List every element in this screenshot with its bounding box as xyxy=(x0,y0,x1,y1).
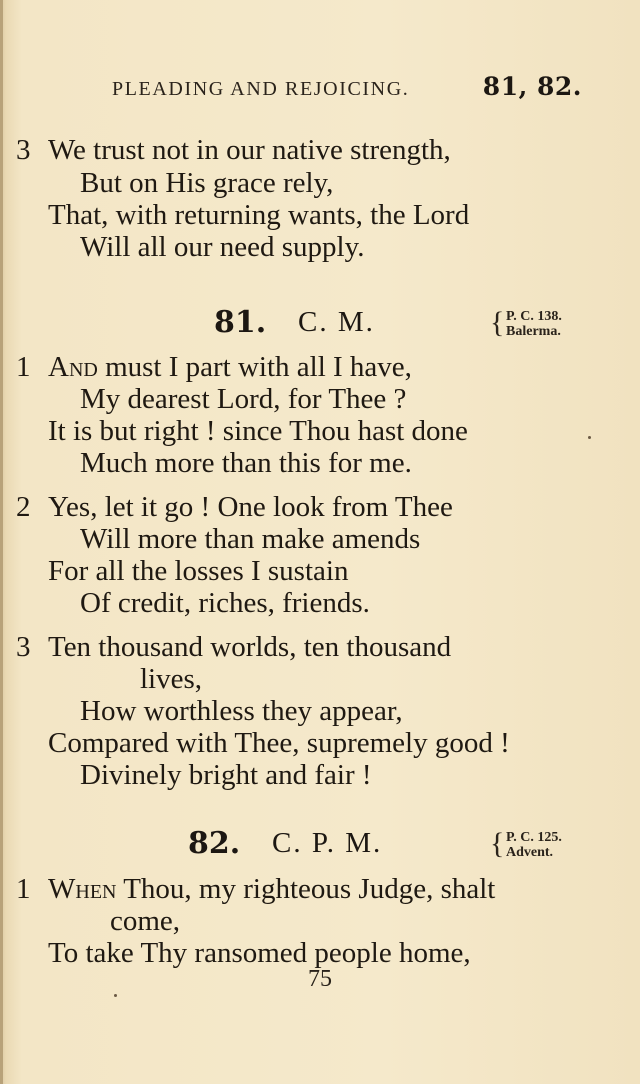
verse-line: We trust not in our native strength, xyxy=(48,134,451,166)
running-head-hymn-numbers: 81, 82. xyxy=(482,72,582,101)
hymn-81-header xyxy=(0,305,640,345)
stanza-number: 1 xyxy=(16,873,31,905)
tune-reference xyxy=(506,309,562,339)
verse-line xyxy=(48,350,412,384)
verse-line: Will all our need supply. xyxy=(80,231,365,263)
tune-reference-line: P. C. 125. xyxy=(506,830,562,845)
verse-first-word: When xyxy=(48,873,117,905)
tune-reference xyxy=(506,830,562,860)
stanza-number: 3 xyxy=(16,134,31,166)
verse-line: How worthless they appear, xyxy=(80,695,403,727)
paper-speck xyxy=(114,994,117,997)
verse-line-rest: Thou, my righteous Judge, shalt xyxy=(116,873,496,905)
hymn-meter: C. P. M. xyxy=(272,827,383,859)
page-edge xyxy=(0,0,3,1084)
hymn-meter: C. M. xyxy=(298,306,375,338)
verse-line: Yes, let it go ! One look from Thee xyxy=(48,491,453,523)
tune-reference-line: Balerma. xyxy=(506,324,561,339)
verse-line xyxy=(48,872,495,906)
verse-line: To take Thy ransomed people home, xyxy=(48,937,471,969)
verse-line: It is but right ! since Thou hast done xyxy=(48,415,468,447)
paper-speck xyxy=(588,436,591,439)
hymn-number: 82. xyxy=(188,826,241,861)
verse-line: That, with returning wants, the Lord xyxy=(48,199,470,231)
verse-line: Ten thousand worlds, ten thousand xyxy=(48,631,452,663)
verse-line: Of credit, riches, friends. xyxy=(80,587,370,619)
verse-line: My dearest Lord, for Thee ? xyxy=(80,383,407,415)
running-head-title: PLEADING AND REJOICING. xyxy=(112,78,410,100)
stanza-number: 1 xyxy=(16,351,31,383)
tune-reference-line: P. C. 138. xyxy=(506,309,562,324)
verse-line-rest: must I part with all I have, xyxy=(97,351,412,383)
tune-brace: { xyxy=(490,306,505,339)
tune-brace: { xyxy=(490,827,505,860)
tune-reference-line: Advent. xyxy=(506,845,554,860)
stanza-number: 2 xyxy=(16,491,31,523)
stanza-number: 3 xyxy=(16,631,31,663)
verse-line: lives, xyxy=(140,663,203,695)
verse-line: For all the losses I sustain xyxy=(48,555,349,587)
verse-line: But on His grace rely, xyxy=(80,167,334,199)
verse-first-word: And xyxy=(48,351,98,383)
verse-line: come, xyxy=(110,905,181,937)
verse-line: Divinely bright and fair ! xyxy=(80,759,372,791)
hymn-number: 81. xyxy=(214,305,267,340)
verse-line: Compared with Thee, supremely good ! xyxy=(48,727,510,759)
page-number: 75 xyxy=(308,966,332,992)
running-head xyxy=(112,72,582,108)
verse-line: Much more than this for me. xyxy=(80,447,412,479)
verse-line: Will more than make amends xyxy=(80,523,421,555)
hymn-82-header xyxy=(0,826,640,866)
